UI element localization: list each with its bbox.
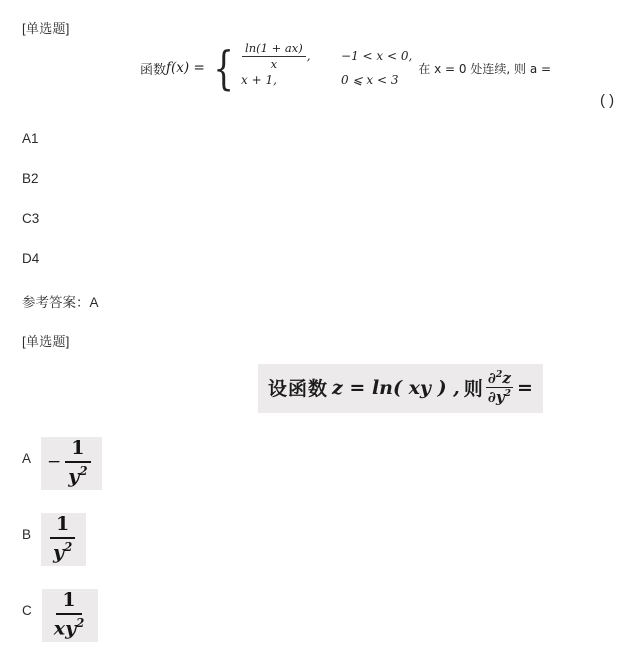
formula-2-then-text: 则 (463, 378, 484, 400)
question-1-reference-answer: 参考答案：A (22, 295, 99, 310)
denominator-exponent: 2 (76, 615, 85, 630)
question-2-type-label: [单选题] (22, 334, 70, 349)
case-1-comma: , (306, 49, 311, 63)
denominator-base: y (53, 541, 65, 564)
case-2-expression: x + 1, (241, 73, 277, 87)
question-1-option-a[interactable]: A1 (22, 131, 39, 146)
partial-denominator (486, 388, 513, 405)
partial-numerator (486, 370, 513, 388)
formula-2-z-expression: z = ln( xy ) , (332, 376, 460, 399)
denominator-base: y (68, 465, 80, 488)
option-c-value (42, 589, 99, 642)
question-1-formula (140, 41, 552, 95)
minus-sign: − (47, 452, 62, 473)
case-2-condition: 0 ⩽ x < 3 (341, 73, 399, 87)
question-2-option-a[interactable] (22, 437, 102, 490)
formula-lead-text: 函数 (140, 62, 167, 78)
formula-2-equals: = (517, 376, 533, 399)
case-1-expression (241, 42, 327, 69)
case-1-condition: −1 < x < 0, (341, 49, 413, 63)
partial-variable-z: z (502, 369, 511, 387)
question-2-formula (258, 364, 543, 413)
case-row-1 (241, 41, 413, 71)
fraction-denominator (48, 615, 91, 639)
fraction-numerator: 1 (65, 439, 90, 463)
second-partial-derivative (486, 370, 513, 405)
question-2-option-c[interactable] (22, 589, 98, 642)
fraction-denominator (47, 539, 78, 563)
partial-symbol-num: ∂ (487, 369, 496, 387)
question-1-option-d[interactable]: D4 (22, 251, 40, 266)
fraction (48, 591, 91, 639)
function-notation: f(x) = (166, 60, 205, 76)
continuity-condition-text: 在 x = 0 处连续, 则 a = (418, 61, 552, 76)
fraction (242, 42, 306, 69)
partial-symbol-den: ∂y (487, 388, 505, 406)
fraction-denominator (62, 463, 93, 487)
fraction (62, 439, 93, 487)
question-2-option-b[interactable] (22, 513, 86, 566)
denominator-base: xy (53, 617, 77, 640)
answer-blank-parentheses: ( ) (600, 92, 615, 109)
fraction-denominator: x (270, 56, 278, 71)
question-1-option-c[interactable]: C3 (22, 211, 40, 226)
option-b-value (41, 513, 86, 566)
question-1-type-label: [单选题] (22, 21, 70, 36)
fraction-numerator: ln(1 + ax) (242, 42, 306, 56)
option-b-letter: B (22, 527, 32, 542)
fraction-numerator: 1 (50, 515, 75, 539)
question-1-option-b[interactable]: B2 (22, 171, 39, 186)
fraction-numerator: 1 (56, 591, 81, 615)
partial-den-sup: 2 (504, 388, 512, 399)
fraction (47, 515, 78, 563)
denominator-exponent: 2 (64, 539, 73, 554)
case-row-2 (241, 68, 412, 92)
formula-2-lead-text: 设函数 (268, 378, 329, 400)
left-brace-icon: { (213, 41, 234, 95)
partial-order-sup: 2 (495, 369, 503, 380)
denominator-exponent: 2 (79, 463, 88, 478)
option-a-letter: A (22, 451, 32, 466)
option-c-letter: C (22, 603, 32, 618)
piecewise-cases (241, 41, 413, 92)
option-a-value (41, 437, 101, 490)
